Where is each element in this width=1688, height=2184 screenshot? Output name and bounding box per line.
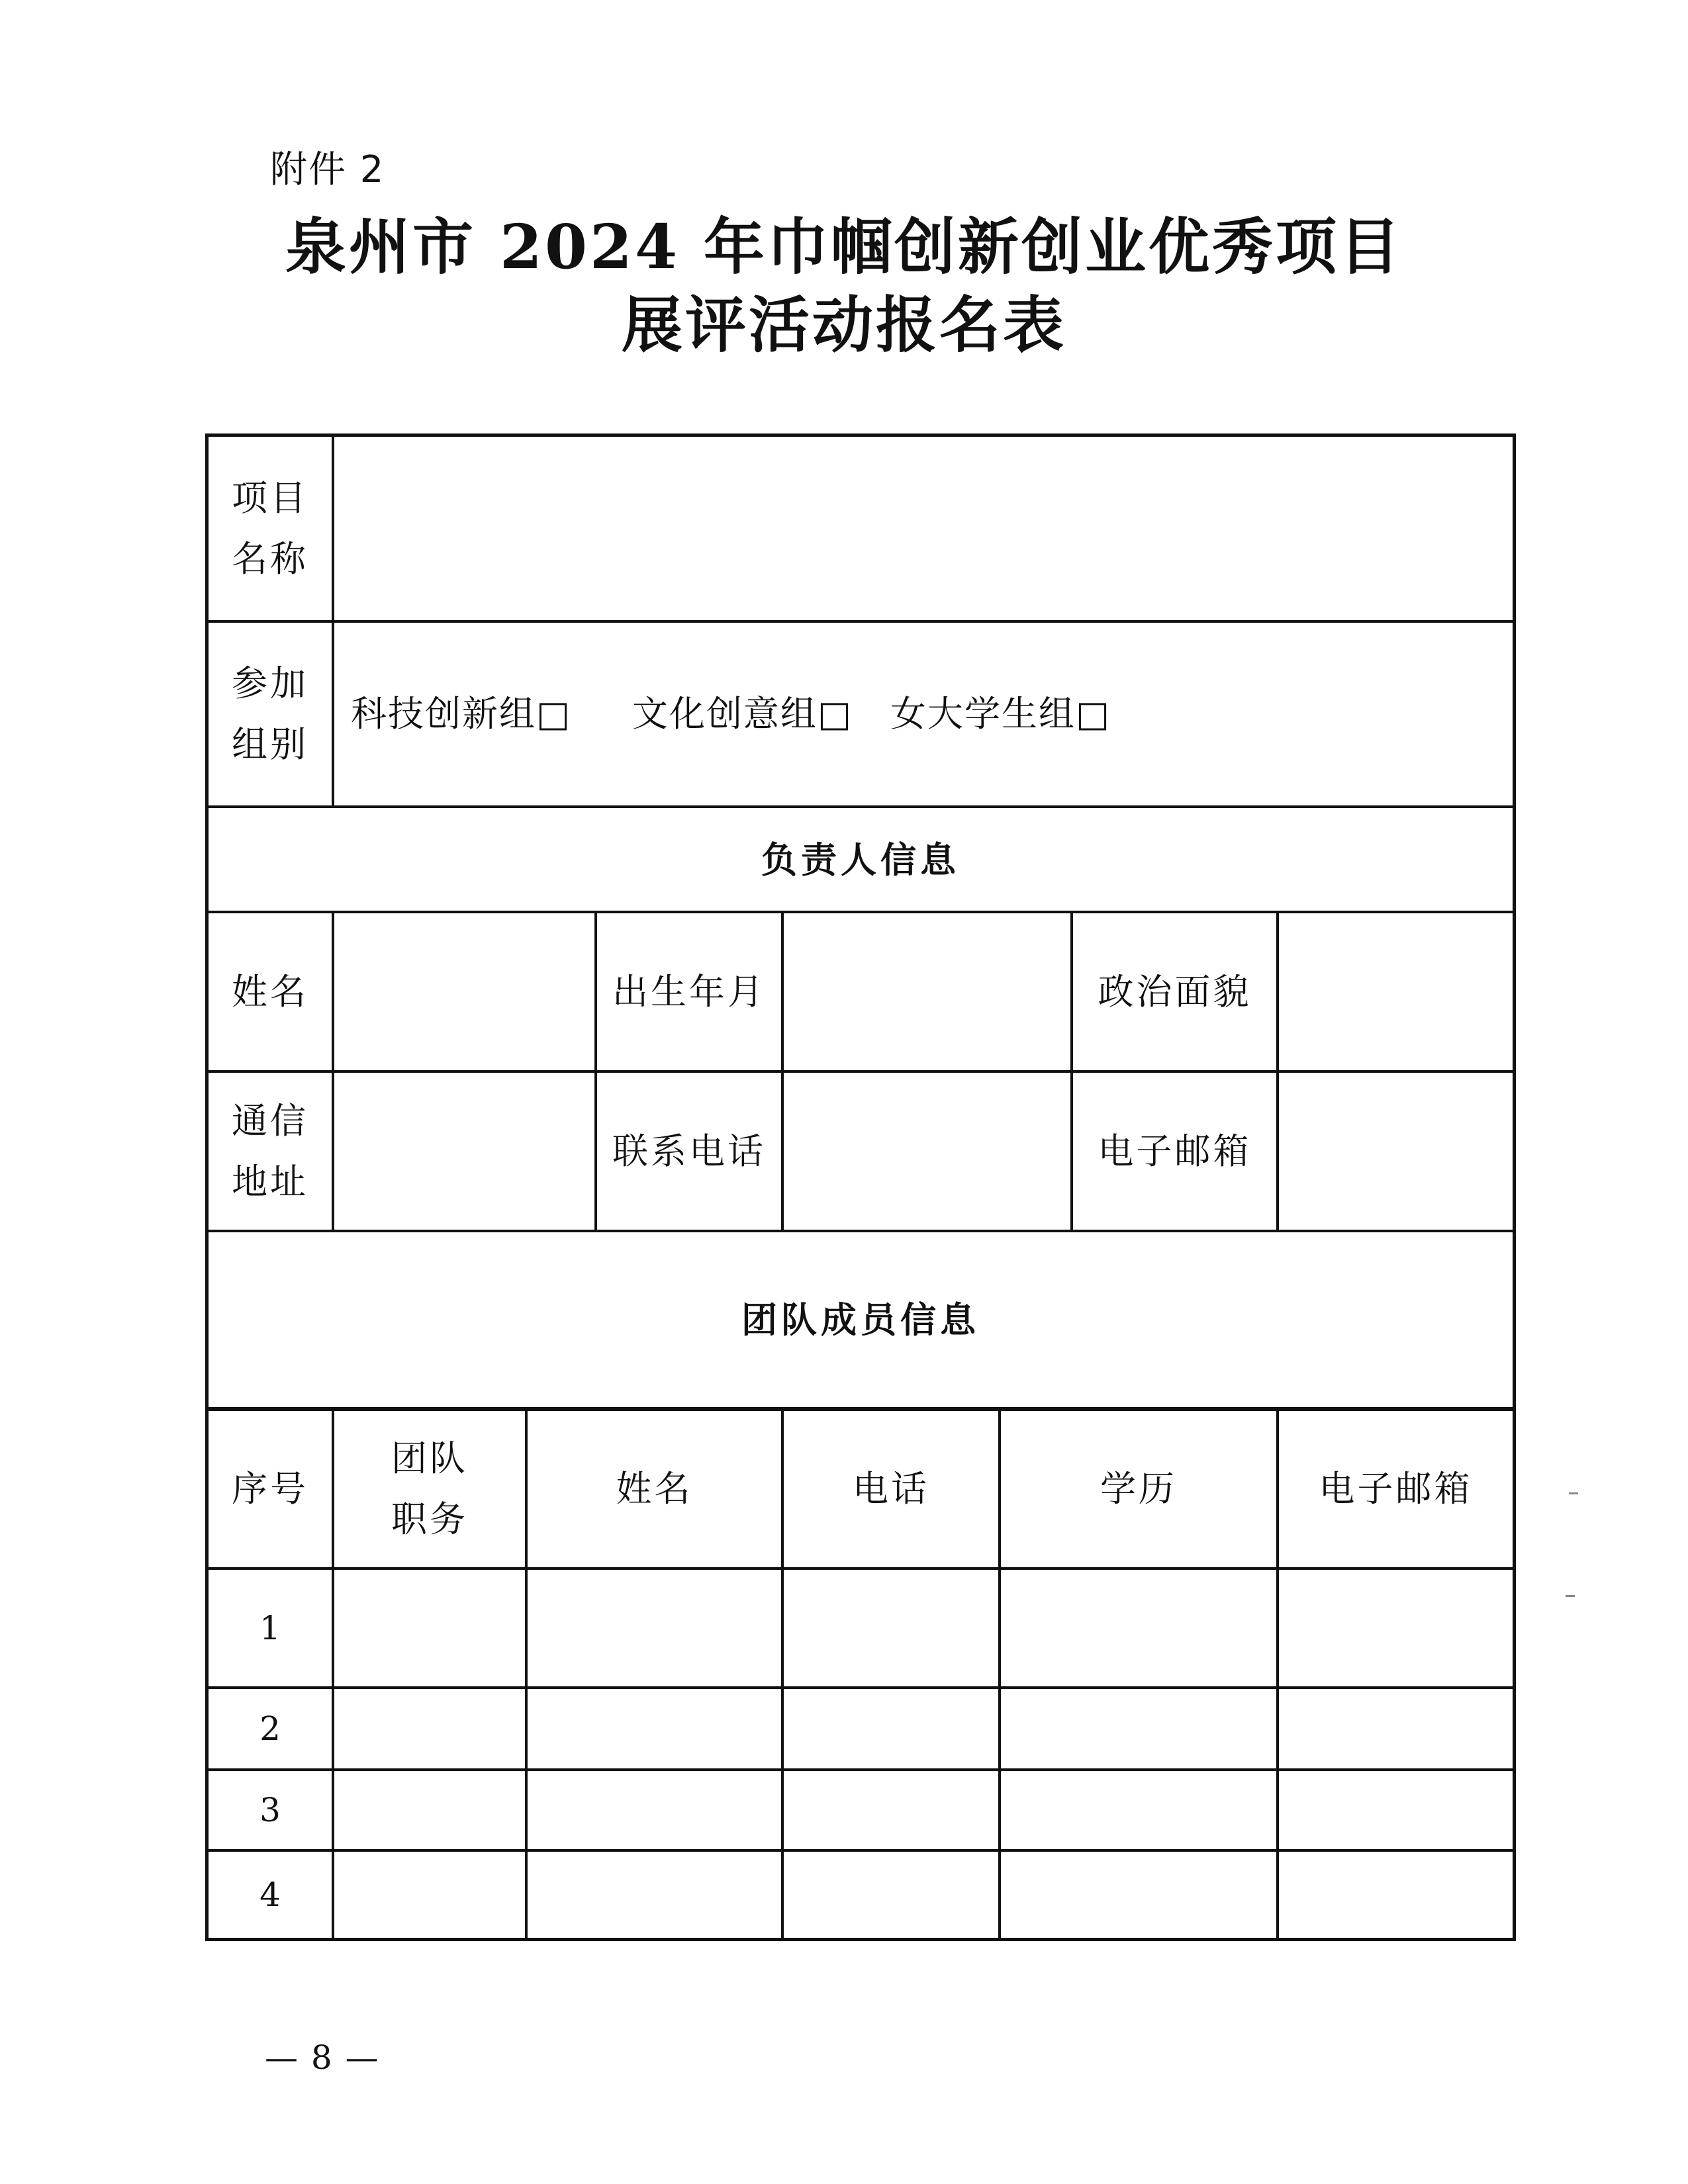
row-divider	[209, 1849, 1513, 1852]
leader-political-field[interactable]	[1279, 913, 1513, 1070]
team-row-index: 4	[259, 1876, 281, 1914]
leader-section-title: 负责人信息	[761, 838, 960, 881]
team-row-index: 2	[259, 1709, 281, 1748]
leader-address-field[interactable]	[334, 1073, 594, 1230]
leader-name-label: 姓名	[232, 970, 308, 1013]
leader-birth-field[interactable]	[784, 913, 1070, 1070]
team-section-title: 团队成员信息	[741, 1298, 980, 1341]
leader-address-label: 通信 地址	[232, 1099, 308, 1203]
group-option-culture[interactable]: 文化创意组□	[632, 693, 853, 735]
team-col-phone: 电话	[853, 1468, 929, 1510]
team-col-email: 电子邮箱	[1319, 1468, 1473, 1510]
team-col-name: 姓名	[616, 1468, 693, 1510]
group-label: 参加 组别	[232, 662, 308, 765]
form-title-line-1: 泉州市 2024 年巾帼创新创业优秀项目	[285, 211, 1403, 283]
row-divider	[209, 1768, 1513, 1771]
scan-mark	[1569, 1492, 1578, 1494]
leader-birth-label: 出生年月	[612, 970, 766, 1013]
leader-email-label: 电子邮箱	[1098, 1130, 1252, 1172]
row-divider	[209, 1686, 1513, 1689]
project-name-label: 项目 名称	[232, 477, 308, 580]
leader-phone-field[interactable]	[784, 1073, 1070, 1230]
group-option-students[interactable]: 女大学生组□	[890, 693, 1111, 735]
leader-email-field[interactable]	[1279, 1073, 1513, 1230]
form-title-line-2: 展评活动报名表	[621, 289, 1066, 361]
scan-mark	[1566, 1595, 1575, 1597]
project-name-field[interactable]	[334, 437, 1513, 620]
team-row-index: 3	[259, 1791, 281, 1829]
leader-name-field[interactable]	[334, 913, 594, 1070]
team-col-index: 序号	[232, 1468, 308, 1510]
row-divider	[209, 1567, 1513, 1570]
leader-political-label: 政治面貌	[1098, 970, 1252, 1013]
group-option-tech[interactable]: 科技创新组□	[351, 693, 572, 735]
team-col-education: 学历	[1100, 1468, 1177, 1510]
attachment-label: 附件 2	[270, 148, 385, 191]
registration-form-table	[205, 433, 1516, 1941]
page-number: — 8 —	[265, 2038, 380, 2077]
team-col-role: 团队 职务	[391, 1437, 468, 1540]
team-row-index: 1	[259, 1609, 281, 1647]
leader-phone-label: 联系电话	[612, 1130, 766, 1172]
